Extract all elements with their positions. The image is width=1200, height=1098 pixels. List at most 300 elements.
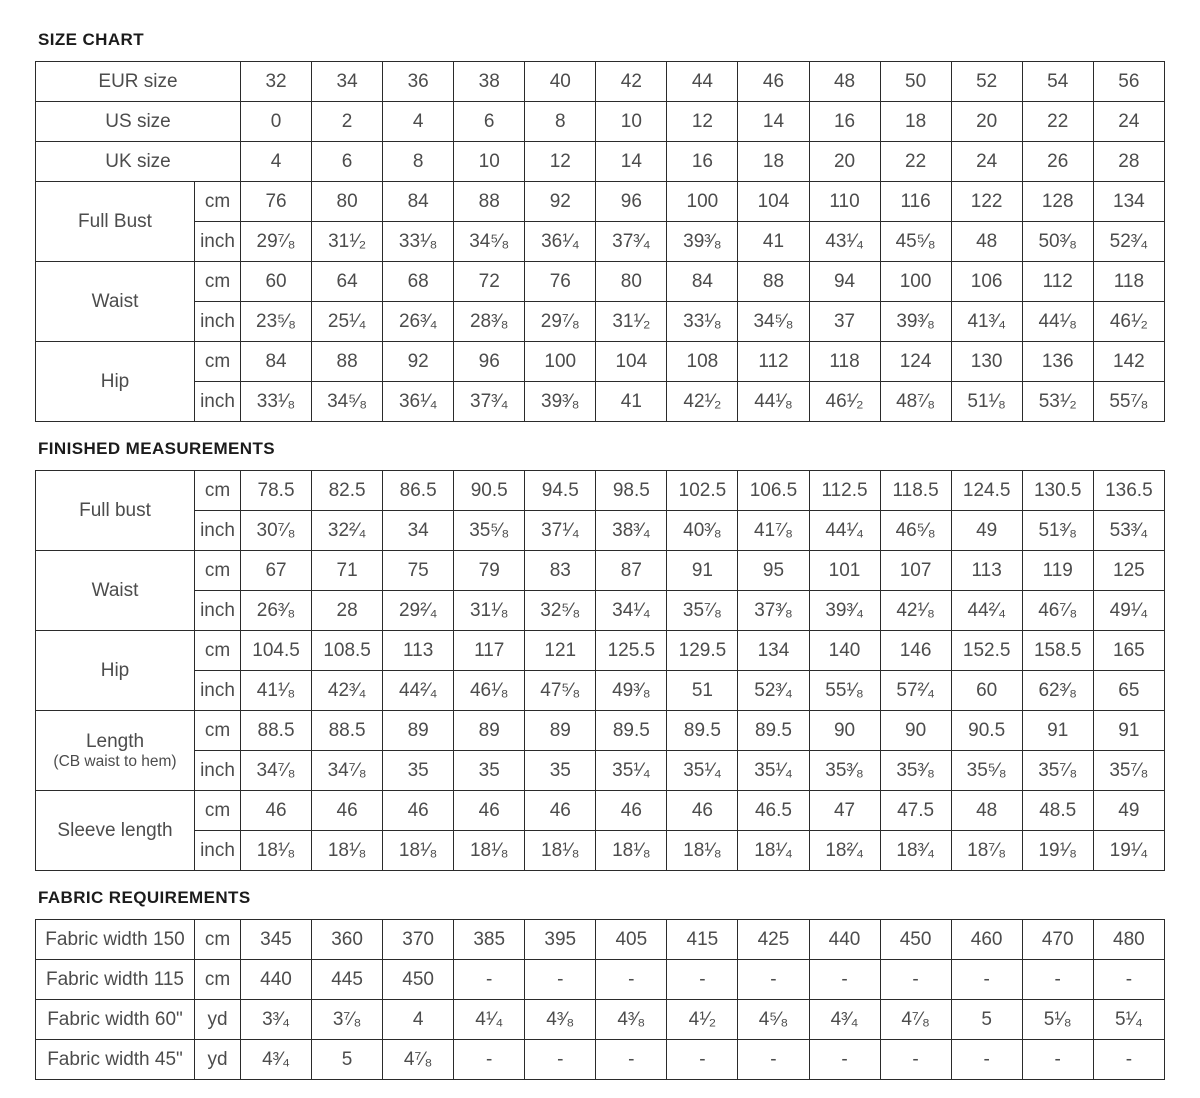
value-cell: 29⁷⁄₈ xyxy=(525,302,596,342)
value-cell: 36¹⁄₄ xyxy=(525,222,596,262)
value-cell: 128 xyxy=(1022,182,1093,222)
value-cell: - xyxy=(880,960,951,1000)
value-cell: - xyxy=(738,960,809,1000)
value-cell: - xyxy=(667,960,738,1000)
value-cell: 37³⁄₄ xyxy=(596,222,667,262)
value-cell: 22 xyxy=(880,142,951,182)
value-cell: 44¹⁄₈ xyxy=(1022,302,1093,342)
value-cell: - xyxy=(525,960,596,1000)
value-cell: 42 xyxy=(596,62,667,102)
value-cell: 39³⁄₈ xyxy=(667,222,738,262)
value-cell: 40 xyxy=(525,62,596,102)
value-cell: 18¹⁄₈ xyxy=(383,831,454,871)
value-cell: 3⁷⁄₈ xyxy=(312,1000,383,1040)
value-cell: 108.5 xyxy=(312,631,383,671)
value-cell: 152.5 xyxy=(951,631,1022,671)
value-cell: 47⁵⁄₈ xyxy=(525,671,596,711)
value-cell: 22 xyxy=(1022,102,1093,142)
value-cell: 91 xyxy=(1093,711,1164,751)
value-cell: 89.5 xyxy=(596,711,667,751)
value-cell: 92 xyxy=(525,182,596,222)
value-cell: 18 xyxy=(880,102,951,142)
unit-label: inch xyxy=(195,222,241,262)
value-cell: 50 xyxy=(880,62,951,102)
unit-label: cm xyxy=(195,791,241,831)
value-cell: 80 xyxy=(596,262,667,302)
value-cell: 112 xyxy=(1022,262,1093,302)
value-cell: 46¹⁄₈ xyxy=(454,671,525,711)
value-cell: 28 xyxy=(1093,142,1164,182)
row-label: Full bust xyxy=(36,471,195,551)
value-cell: 49¹⁄₄ xyxy=(1093,591,1164,631)
value-cell: 4¹⁄₂ xyxy=(667,1000,738,1040)
value-cell: - xyxy=(738,1040,809,1080)
value-cell: 4⁷⁄₈ xyxy=(880,1000,951,1040)
value-cell: 40³⁄₈ xyxy=(667,511,738,551)
value-cell: 84 xyxy=(383,182,454,222)
unit-label: inch xyxy=(195,831,241,871)
value-cell: 4 xyxy=(383,102,454,142)
value-cell: 5¹⁄₈ xyxy=(1022,1000,1093,1040)
value-cell: 450 xyxy=(880,920,951,960)
value-cell: 44²⁄₄ xyxy=(951,591,1022,631)
unit-label: inch xyxy=(195,591,241,631)
value-cell: 345 xyxy=(241,920,312,960)
value-cell: 89 xyxy=(525,711,596,751)
value-cell: 101 xyxy=(809,551,880,591)
value-cell: 30⁷⁄₈ xyxy=(241,511,312,551)
size-chart-section xyxy=(35,30,1165,422)
value-cell: 4³⁄₈ xyxy=(525,1000,596,1040)
value-cell: 51 xyxy=(667,671,738,711)
table-row xyxy=(36,222,1165,262)
value-cell: 38³⁄₄ xyxy=(596,511,667,551)
value-cell: 37¹⁄₄ xyxy=(525,511,596,551)
value-cell: 46 xyxy=(312,791,383,831)
table-row xyxy=(36,182,1165,222)
value-cell: 48 xyxy=(951,222,1022,262)
value-cell: - xyxy=(809,960,880,1000)
row-label: US size xyxy=(36,102,241,142)
value-cell: 46¹⁄₂ xyxy=(1093,302,1164,342)
unit-label: cm xyxy=(195,342,241,382)
value-cell: 35³⁄₈ xyxy=(809,751,880,791)
value-cell: 134 xyxy=(1093,182,1164,222)
value-cell: 104 xyxy=(596,342,667,382)
value-cell: 90.5 xyxy=(454,471,525,511)
value-cell: 4³⁄₈ xyxy=(596,1000,667,1040)
value-cell: 34¹⁄₄ xyxy=(596,591,667,631)
value-cell: 112.5 xyxy=(809,471,880,511)
value-cell: 18¹⁄₄ xyxy=(738,831,809,871)
value-cell: 82.5 xyxy=(312,471,383,511)
row-label: Fabric width 150 xyxy=(36,920,195,960)
row-label: Fabric width 60" xyxy=(36,1000,195,1040)
value-cell: - xyxy=(1022,1040,1093,1080)
value-cell: 86.5 xyxy=(383,471,454,511)
row-label-sub: (CB waist to hem) xyxy=(53,752,177,770)
value-cell: 34⁵⁄₈ xyxy=(454,222,525,262)
value-cell: 440 xyxy=(809,920,880,960)
value-cell: 46 xyxy=(596,791,667,831)
unit-label: cm xyxy=(195,551,241,591)
unit-label: cm xyxy=(195,471,241,511)
value-cell: 76 xyxy=(525,262,596,302)
value-cell: 14 xyxy=(738,102,809,142)
row-label: Hip xyxy=(36,342,195,422)
value-cell: 91 xyxy=(667,551,738,591)
value-cell: 37³⁄₈ xyxy=(738,591,809,631)
value-cell: 29²⁄₄ xyxy=(383,591,454,631)
value-cell: 116 xyxy=(880,182,951,222)
value-cell: 88.5 xyxy=(241,711,312,751)
value-cell: 450 xyxy=(383,960,454,1000)
value-cell: 46 xyxy=(667,791,738,831)
value-cell: 90 xyxy=(880,711,951,751)
value-cell: 370 xyxy=(383,920,454,960)
value-cell: - xyxy=(880,1040,951,1080)
value-cell: - xyxy=(454,960,525,1000)
value-cell: 75 xyxy=(383,551,454,591)
row-label: Fabric width 45" xyxy=(36,1040,195,1080)
value-cell: 12 xyxy=(667,102,738,142)
unit-label: cm xyxy=(195,182,241,222)
value-cell: 39³⁄₈ xyxy=(880,302,951,342)
value-cell: 65 xyxy=(1093,671,1164,711)
unit-label: cm xyxy=(195,920,241,960)
value-cell: 37³⁄₄ xyxy=(454,382,525,422)
unit-label: cm xyxy=(195,960,241,1000)
value-cell: 96 xyxy=(596,182,667,222)
value-cell: 53³⁄₄ xyxy=(1093,511,1164,551)
value-cell: 68 xyxy=(383,262,454,302)
table-row xyxy=(36,711,1165,751)
value-cell: 18¹⁄₈ xyxy=(596,831,667,871)
value-cell: 57²⁄₄ xyxy=(880,671,951,711)
value-cell: 52³⁄₄ xyxy=(1093,222,1164,262)
value-cell: 35¹⁄₄ xyxy=(596,751,667,791)
value-cell: 98.5 xyxy=(596,471,667,511)
value-cell: 25¹⁄₄ xyxy=(312,302,383,342)
value-cell: 125.5 xyxy=(596,631,667,671)
value-cell: 38 xyxy=(454,62,525,102)
value-cell: - xyxy=(1093,1040,1164,1080)
value-cell: 39³⁄₈ xyxy=(525,382,596,422)
value-cell: 46⁷⁄₈ xyxy=(1022,591,1093,631)
value-cell: 46 xyxy=(383,791,454,831)
value-cell: 35 xyxy=(525,751,596,791)
value-cell: 35¹⁄₄ xyxy=(738,751,809,791)
table-row xyxy=(36,262,1165,302)
value-cell: 32 xyxy=(241,62,312,102)
value-cell: 18¹⁄₈ xyxy=(241,831,312,871)
value-cell: 136.5 xyxy=(1093,471,1164,511)
value-cell: 18¹⁄₈ xyxy=(312,831,383,871)
value-cell: 62³⁄₈ xyxy=(1022,671,1093,711)
value-cell: 20 xyxy=(951,102,1022,142)
row-label: Full Bust xyxy=(36,182,195,262)
unit-label: yd xyxy=(195,1040,241,1080)
value-cell: 36 xyxy=(383,62,454,102)
value-cell: 4⁷⁄₈ xyxy=(383,1040,454,1080)
value-cell: 87 xyxy=(596,551,667,591)
value-cell: 55¹⁄₈ xyxy=(809,671,880,711)
value-cell: 425 xyxy=(738,920,809,960)
value-cell: 54 xyxy=(1022,62,1093,102)
value-cell: 140 xyxy=(809,631,880,671)
value-cell: 35⁷⁄₈ xyxy=(1093,751,1164,791)
value-cell: 117 xyxy=(454,631,525,671)
value-cell: 41 xyxy=(596,382,667,422)
value-cell: 104.5 xyxy=(241,631,312,671)
value-cell: 32²⁄₄ xyxy=(312,511,383,551)
value-cell: 64 xyxy=(312,262,383,302)
table-row xyxy=(36,62,1165,102)
value-cell: 104 xyxy=(738,182,809,222)
table-row xyxy=(36,551,1165,591)
value-cell: 80 xyxy=(312,182,383,222)
value-cell: 46 xyxy=(454,791,525,831)
value-cell: - xyxy=(525,1040,596,1080)
value-cell: 124 xyxy=(880,342,951,382)
value-cell: 10 xyxy=(596,102,667,142)
value-cell: 4³⁄₄ xyxy=(241,1040,312,1080)
value-cell: 18³⁄₄ xyxy=(880,831,951,871)
value-cell: 480 xyxy=(1093,920,1164,960)
value-cell: 108 xyxy=(667,342,738,382)
value-cell: 165 xyxy=(1093,631,1164,671)
value-cell: 18¹⁄₈ xyxy=(667,831,738,871)
value-cell: 113 xyxy=(383,631,454,671)
value-cell: 0 xyxy=(241,102,312,142)
value-cell: - xyxy=(454,1040,525,1080)
value-cell: 18⁷⁄₈ xyxy=(951,831,1022,871)
value-cell: 18¹⁄₈ xyxy=(525,831,596,871)
value-cell: 96 xyxy=(454,342,525,382)
value-cell: 107 xyxy=(880,551,951,591)
value-cell: 42¹⁄₈ xyxy=(880,591,951,631)
value-cell: 130.5 xyxy=(1022,471,1093,511)
value-cell: 6 xyxy=(454,102,525,142)
value-cell: 34 xyxy=(312,62,383,102)
value-cell: 146 xyxy=(880,631,951,671)
value-cell: 90.5 xyxy=(951,711,1022,751)
value-cell: 470 xyxy=(1022,920,1093,960)
value-cell: 48⁷⁄₈ xyxy=(880,382,951,422)
value-cell: 53¹⁄₂ xyxy=(1022,382,1093,422)
value-cell: 158.5 xyxy=(1022,631,1093,671)
value-cell: 42³⁄₄ xyxy=(312,671,383,711)
value-cell: 460 xyxy=(951,920,1022,960)
table-row xyxy=(36,791,1165,831)
value-cell: 122 xyxy=(951,182,1022,222)
value-cell: 88 xyxy=(738,262,809,302)
value-cell: 36¹⁄₄ xyxy=(383,382,454,422)
table-row xyxy=(36,382,1165,422)
row-label: Waist xyxy=(36,551,195,631)
value-cell: 18²⁄₄ xyxy=(809,831,880,871)
value-cell: 44¹⁄₄ xyxy=(809,511,880,551)
value-cell: 41¹⁄₈ xyxy=(241,671,312,711)
value-cell: 45⁵⁄₈ xyxy=(880,222,951,262)
table-row xyxy=(36,920,1165,960)
fabric-requirements-table xyxy=(35,919,1165,1080)
value-cell: 48 xyxy=(951,791,1022,831)
value-cell: 72 xyxy=(454,262,525,302)
value-cell: 34⁵⁄₈ xyxy=(312,382,383,422)
value-cell: 24 xyxy=(1093,102,1164,142)
value-cell: 119 xyxy=(1022,551,1093,591)
value-cell: 79 xyxy=(454,551,525,591)
value-cell: 35 xyxy=(383,751,454,791)
value-cell: 23⁵⁄₈ xyxy=(241,302,312,342)
value-cell: - xyxy=(1093,960,1164,1000)
value-cell: 6 xyxy=(312,142,383,182)
value-cell: 24 xyxy=(951,142,1022,182)
value-cell: 4³⁄₄ xyxy=(809,1000,880,1040)
value-cell: 5 xyxy=(312,1040,383,1080)
value-cell: 8 xyxy=(383,142,454,182)
value-cell: 5 xyxy=(951,1000,1022,1040)
value-cell: - xyxy=(1022,960,1093,1000)
value-cell: 20 xyxy=(809,142,880,182)
value-cell: 33¹⁄₈ xyxy=(241,382,312,422)
value-cell: 83 xyxy=(525,551,596,591)
value-cell: 46.5 xyxy=(738,791,809,831)
value-cell: 35⁵⁄₈ xyxy=(951,751,1022,791)
value-cell: 51¹⁄₈ xyxy=(951,382,1022,422)
value-cell: 46 xyxy=(525,791,596,831)
row-label: Hip xyxy=(36,631,195,711)
value-cell: 47 xyxy=(809,791,880,831)
value-cell: 124.5 xyxy=(951,471,1022,511)
value-cell: 121 xyxy=(525,631,596,671)
value-cell: 47.5 xyxy=(880,791,951,831)
finished-measurements-section xyxy=(35,439,1165,871)
value-cell: 118 xyxy=(809,342,880,382)
value-cell: 52 xyxy=(951,62,1022,102)
value-cell: - xyxy=(667,1040,738,1080)
value-cell: 26 xyxy=(1022,142,1093,182)
table-row xyxy=(36,102,1165,142)
value-cell: 46¹⁄₂ xyxy=(809,382,880,422)
value-cell: 88 xyxy=(454,182,525,222)
value-cell: 84 xyxy=(241,342,312,382)
value-cell: 16 xyxy=(809,102,880,142)
value-cell: - xyxy=(809,1040,880,1080)
value-cell: 71 xyxy=(312,551,383,591)
value-cell: 50³⁄₈ xyxy=(1022,222,1093,262)
value-cell: 385 xyxy=(454,920,525,960)
value-cell: 34⁷⁄₈ xyxy=(241,751,312,791)
value-cell: 34⁵⁄₈ xyxy=(738,302,809,342)
size-chart-heading: SIZE CHART xyxy=(38,30,144,49)
unit-label: inch xyxy=(195,751,241,791)
value-cell: 35⁵⁄₈ xyxy=(454,511,525,551)
value-cell: 49 xyxy=(951,511,1022,551)
value-cell: 26³⁄₄ xyxy=(383,302,454,342)
value-cell: 41 xyxy=(738,222,809,262)
value-cell: 4⁵⁄₈ xyxy=(738,1000,809,1040)
value-cell: 49³⁄₈ xyxy=(596,671,667,711)
value-cell: 48 xyxy=(809,62,880,102)
value-cell: 31¹⁄₂ xyxy=(312,222,383,262)
value-cell: 100 xyxy=(667,182,738,222)
value-cell: 56 xyxy=(1093,62,1164,102)
table-row xyxy=(36,671,1165,711)
finished-measurements-table xyxy=(35,470,1165,871)
value-cell: 60 xyxy=(951,671,1022,711)
value-cell: 18¹⁄₈ xyxy=(454,831,525,871)
value-cell: 31¹⁄₂ xyxy=(596,302,667,342)
table-row xyxy=(36,751,1165,791)
table-row xyxy=(36,1000,1165,1040)
table-row xyxy=(36,1040,1165,1080)
value-cell: 35⁷⁄₈ xyxy=(667,591,738,631)
row-label: Waist xyxy=(36,262,195,342)
value-cell: 4 xyxy=(383,1000,454,1040)
value-cell: 89 xyxy=(383,711,454,751)
value-cell: 142 xyxy=(1093,342,1164,382)
table-row xyxy=(36,591,1165,631)
value-cell: 43¹⁄₄ xyxy=(809,222,880,262)
value-cell: 102.5 xyxy=(667,471,738,511)
value-cell: 118.5 xyxy=(880,471,951,511)
value-cell: 4 xyxy=(241,142,312,182)
value-cell: 28³⁄₈ xyxy=(454,302,525,342)
value-cell: 32⁵⁄₈ xyxy=(525,591,596,631)
value-cell: 76 xyxy=(241,182,312,222)
value-cell: 78.5 xyxy=(241,471,312,511)
value-cell: 55⁷⁄₈ xyxy=(1093,382,1164,422)
unit-label: inch xyxy=(195,382,241,422)
table-row xyxy=(36,142,1165,182)
value-cell: 35³⁄₈ xyxy=(880,751,951,791)
value-cell: 31¹⁄₈ xyxy=(454,591,525,631)
value-cell: 33¹⁄₈ xyxy=(667,302,738,342)
table-row xyxy=(36,302,1165,342)
value-cell: 26³⁄₈ xyxy=(241,591,312,631)
value-cell: 12 xyxy=(525,142,596,182)
table-row xyxy=(36,471,1165,511)
value-cell: 35⁷⁄₈ xyxy=(1022,751,1093,791)
value-cell: 106.5 xyxy=(738,471,809,511)
value-cell: 51³⁄₈ xyxy=(1022,511,1093,551)
row-label: EUR size xyxy=(36,62,241,102)
value-cell: 35¹⁄₄ xyxy=(667,751,738,791)
value-cell: 52³⁄₄ xyxy=(738,671,809,711)
value-cell: 48.5 xyxy=(1022,791,1093,831)
value-cell: 94.5 xyxy=(525,471,596,511)
value-cell: 16 xyxy=(667,142,738,182)
value-cell: 134 xyxy=(738,631,809,671)
value-cell: 46 xyxy=(241,791,312,831)
value-cell: 90 xyxy=(809,711,880,751)
value-cell: 19¹⁄₄ xyxy=(1093,831,1164,871)
value-cell: 19¹⁄₈ xyxy=(1022,831,1093,871)
table-row xyxy=(36,831,1165,871)
value-cell: 29⁷⁄₈ xyxy=(241,222,312,262)
value-cell: 100 xyxy=(880,262,951,302)
value-cell: 44²⁄₄ xyxy=(383,671,454,711)
unit-label: cm xyxy=(195,262,241,302)
value-cell: 118 xyxy=(1093,262,1164,302)
unit-label: cm xyxy=(195,711,241,751)
value-cell: - xyxy=(596,960,667,1000)
value-cell: 49 xyxy=(1093,791,1164,831)
value-cell: 34 xyxy=(383,511,454,551)
value-cell: 92 xyxy=(383,342,454,382)
